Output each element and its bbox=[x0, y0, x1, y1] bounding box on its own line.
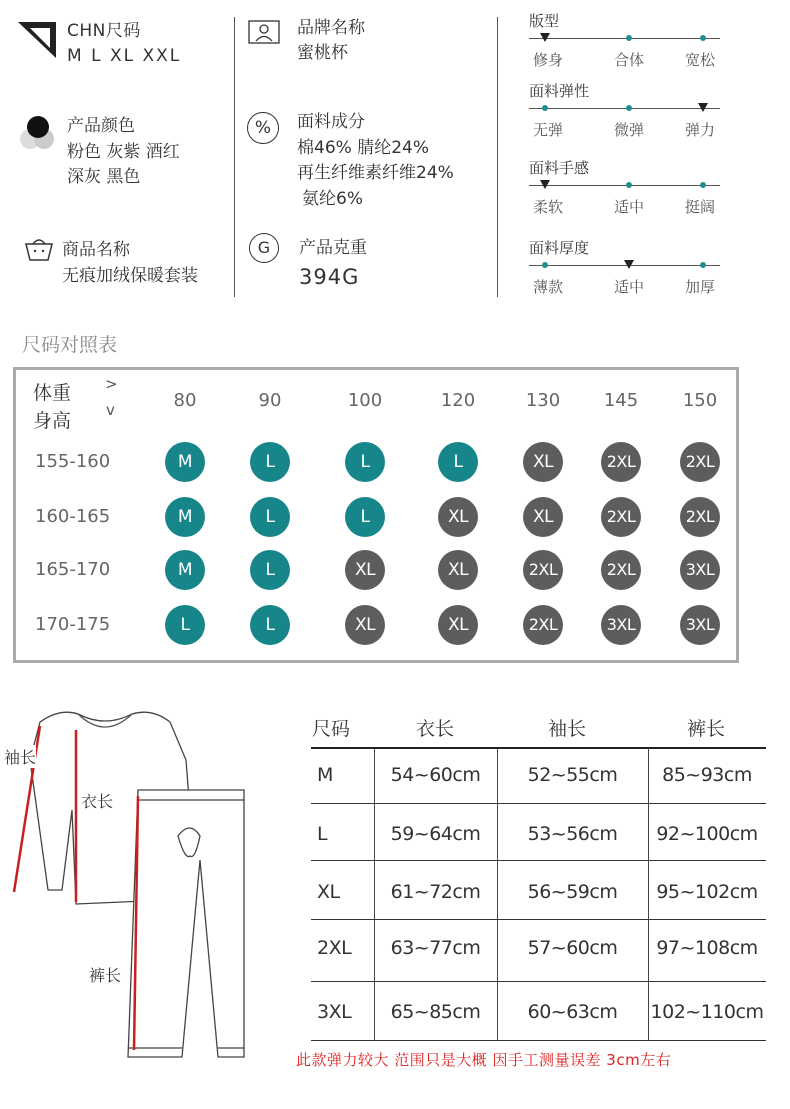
table-rule bbox=[311, 1040, 766, 1041]
slider-title: 面料弹性 bbox=[529, 82, 590, 100]
size-badge: L bbox=[165, 605, 205, 645]
size-badge: XL bbox=[523, 497, 563, 537]
measure-value-cell: 52~55cm bbox=[527, 764, 618, 786]
slider-dot bbox=[542, 105, 548, 111]
size-badge: 2XL bbox=[601, 442, 641, 482]
table-rule bbox=[311, 919, 766, 920]
brand-label: 品牌名称 bbox=[297, 18, 365, 38]
size-badge: 3XL bbox=[680, 550, 720, 590]
slider-option-label: 加厚 bbox=[684, 278, 715, 296]
table-rule bbox=[311, 981, 766, 982]
measure-value-cell: 97~108cm bbox=[656, 937, 758, 959]
slider-option-label: 无弹 bbox=[532, 121, 563, 139]
slider-option-label: 宽松 bbox=[684, 51, 715, 69]
weight-column-header: 145 bbox=[603, 390, 639, 411]
size-badge: XL bbox=[523, 442, 563, 482]
slider-title: 版型 bbox=[529, 12, 560, 30]
brand-value: 蜜桃杯 bbox=[297, 43, 348, 63]
measure-value-cell: 63~77cm bbox=[390, 937, 481, 959]
slider-option-label: 适中 bbox=[613, 278, 644, 296]
size-badge: L bbox=[250, 497, 290, 537]
measure-size-cell: XL bbox=[317, 881, 340, 903]
slider-title: 面料厚度 bbox=[529, 239, 590, 257]
slider-selected-marker bbox=[540, 33, 550, 42]
height-row-header: 170-175 bbox=[35, 614, 111, 635]
weight-g-icon: G bbox=[249, 233, 279, 263]
slider-option-label: 弹力 bbox=[684, 121, 715, 139]
measure-value-cell: 56~59cm bbox=[527, 881, 618, 903]
color-swatch-icon bbox=[18, 113, 60, 155]
size-label: CHN尺码 bbox=[67, 21, 141, 41]
color-line-2: 深灰 黑色 bbox=[67, 167, 141, 187]
height-row-header: 155-160 bbox=[35, 451, 111, 472]
slider-track bbox=[529, 185, 720, 186]
height-row-header: 160-165 bbox=[35, 506, 111, 527]
slider-track bbox=[529, 108, 720, 109]
size-badge: 3XL bbox=[601, 605, 641, 645]
size-badge: M bbox=[165, 550, 205, 590]
measure-value-cell: 85~93cm bbox=[662, 764, 752, 786]
weight-label: 产品克重 bbox=[299, 238, 367, 258]
color-label: 产品颜色 bbox=[67, 116, 135, 136]
slider-option-label: 合体 bbox=[613, 51, 644, 69]
corner-height-label: 身高 bbox=[33, 410, 72, 432]
weight-column-header: 150 bbox=[682, 390, 718, 411]
measure-value-cell: 57~60cm bbox=[527, 937, 618, 959]
divider-1 bbox=[234, 17, 235, 297]
percent-icon: % bbox=[247, 112, 279, 144]
color-line-1: 粉色 灰紫 酒红 bbox=[67, 142, 180, 162]
measurement-note: 此款弹力较大 范围只是大概 因手工测量误差 3cm左右 bbox=[296, 1051, 672, 1069]
slider-dot bbox=[700, 182, 706, 188]
measure-value-cell: 65~85cm bbox=[390, 1001, 481, 1023]
measure-size-cell: 3XL bbox=[317, 1001, 352, 1023]
size-badge: L bbox=[250, 442, 290, 482]
size-badge: L bbox=[345, 497, 385, 537]
slider-option-label: 挺阔 bbox=[684, 198, 715, 216]
shopping-bag-icon bbox=[24, 236, 54, 262]
slider-track bbox=[529, 38, 720, 39]
slider-option-label: 薄款 bbox=[532, 278, 563, 296]
slider-selected-marker bbox=[698, 103, 708, 112]
measure-value-cell: 54~60cm bbox=[390, 764, 481, 786]
measure-value-cell: 60~63cm bbox=[527, 1001, 618, 1023]
size-badge: 3XL bbox=[680, 605, 720, 645]
measure-value-cell: 95~102cm bbox=[656, 881, 758, 903]
table-rule bbox=[311, 860, 766, 861]
ruler-icon bbox=[16, 20, 58, 60]
size-badge: 2XL bbox=[523, 550, 563, 590]
size-badge: XL bbox=[345, 550, 385, 590]
garment-diagram bbox=[0, 700, 300, 1070]
person-icon bbox=[248, 20, 280, 44]
slider-option-label: 修身 bbox=[532, 51, 563, 69]
slider-dot bbox=[626, 182, 632, 188]
weight-value: 394G bbox=[299, 265, 360, 289]
measure-size-cell: 2XL bbox=[317, 937, 352, 959]
size-badge: 2XL bbox=[601, 497, 641, 537]
slider-dot bbox=[700, 262, 706, 268]
size-badge: 2XL bbox=[680, 497, 720, 537]
size-badge: M bbox=[165, 442, 205, 482]
corner-v-glyph: v bbox=[106, 401, 115, 419]
slider-dot bbox=[542, 262, 548, 268]
measure-value-cell: 61~72cm bbox=[390, 881, 481, 903]
weight-column-header: 120 bbox=[440, 390, 476, 411]
fabric-line-1: 棉46% 腈纶24% bbox=[297, 138, 429, 158]
product-name-value: 无痕加绒保暖套装 bbox=[62, 266, 198, 286]
slider-selected-marker bbox=[624, 260, 634, 269]
slider-option-label: 微弹 bbox=[613, 121, 644, 139]
pants-length-label: 裤长 bbox=[89, 963, 121, 986]
top-length-label: 衣长 bbox=[81, 789, 113, 812]
product-name-label: 商品名称 bbox=[62, 240, 130, 260]
fabric-line-3: 氨纶6% bbox=[302, 189, 363, 209]
slider-option-label: 柔软 bbox=[532, 198, 563, 216]
corner-weight-label: 体重 bbox=[33, 382, 72, 404]
measure-value-cell: 53~56cm bbox=[527, 823, 618, 845]
measure-table-header: 袖长 bbox=[548, 718, 587, 740]
slider-title: 面料手感 bbox=[529, 159, 590, 177]
height-row-header: 165-170 bbox=[35, 559, 111, 580]
size-badge: 2XL bbox=[680, 442, 720, 482]
size-badge: XL bbox=[345, 605, 385, 645]
size-badge: L bbox=[345, 442, 385, 482]
slider-dot bbox=[626, 105, 632, 111]
fabric-line-2: 再生纤维素纤维24% bbox=[297, 163, 454, 183]
measure-value-cell: 102~110cm bbox=[650, 1001, 764, 1023]
size-badge: M bbox=[165, 497, 205, 537]
table-rule bbox=[311, 803, 766, 804]
size-badge: L bbox=[250, 550, 290, 590]
measure-table-header: 裤长 bbox=[687, 718, 726, 740]
table-rule bbox=[311, 747, 766, 749]
size-badge: XL bbox=[438, 605, 478, 645]
size-badge: XL bbox=[438, 497, 478, 537]
measure-table-header: 衣长 bbox=[416, 718, 455, 740]
measure-value-cell: 92~100cm bbox=[656, 823, 758, 845]
fabric-label: 面料成分 bbox=[297, 112, 365, 132]
weight-column-header: 80 bbox=[173, 390, 197, 411]
size-badge: XL bbox=[438, 550, 478, 590]
measure-value-cell: 59~64cm bbox=[390, 823, 481, 845]
measure-size-cell: M bbox=[317, 764, 333, 786]
size-badge: L bbox=[438, 442, 478, 482]
measure-size-cell: L bbox=[317, 823, 328, 845]
size-list: M L XL XXL bbox=[67, 46, 182, 66]
sleeve-length-label: 袖长 bbox=[4, 745, 36, 768]
weight-column-header: 90 bbox=[258, 390, 282, 411]
size-badge: 2XL bbox=[523, 605, 563, 645]
slider-selected-marker bbox=[540, 180, 550, 189]
weight-column-header: 100 bbox=[347, 390, 383, 411]
measure-table-header: 尺码 bbox=[312, 718, 351, 740]
slider-dot bbox=[626, 35, 632, 41]
size-badge: 2XL bbox=[601, 550, 641, 590]
corner-gt-glyph: > bbox=[105, 375, 118, 393]
slider-option-label: 适中 bbox=[613, 198, 644, 216]
weight-column-header: 130 bbox=[525, 390, 561, 411]
size-badge: L bbox=[250, 605, 290, 645]
slider-dot bbox=[700, 35, 706, 41]
size-chart-title: 尺码对照表 bbox=[22, 334, 118, 356]
divider-2 bbox=[497, 17, 498, 297]
